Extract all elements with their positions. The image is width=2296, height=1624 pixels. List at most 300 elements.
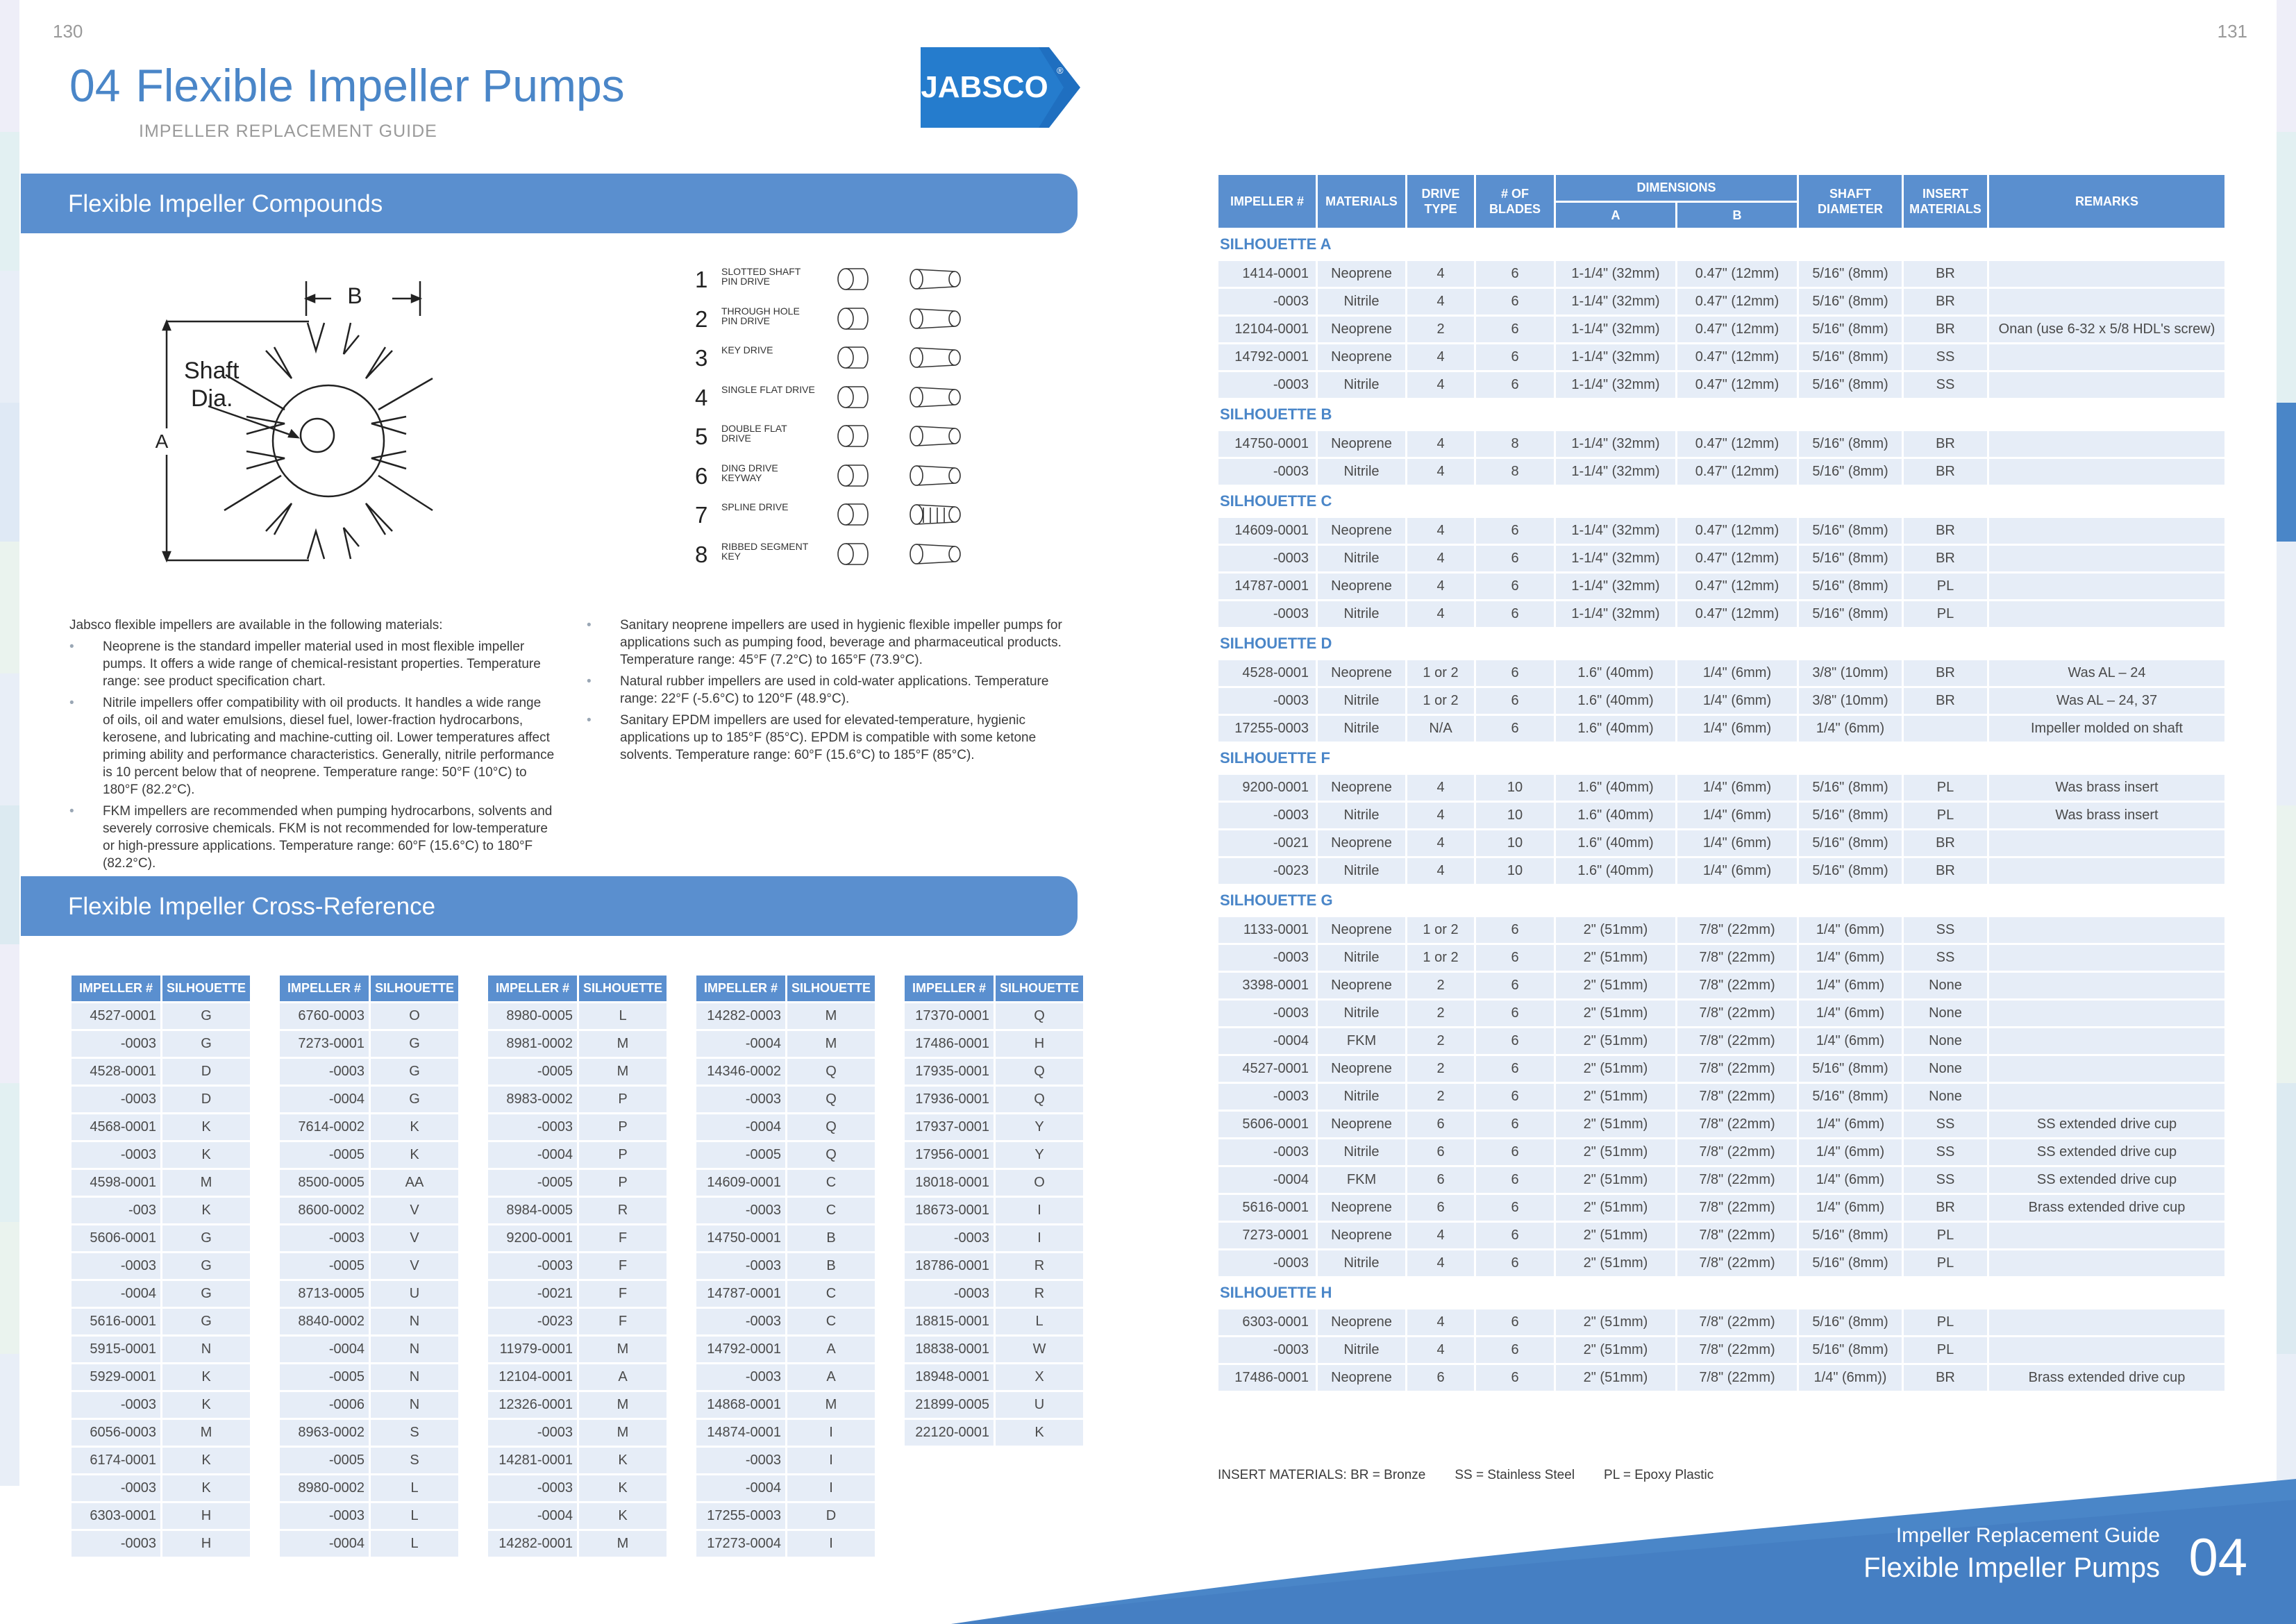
xref-impeller: 18838-0001 (905, 1337, 994, 1362)
cell-drive-type: 4 (1407, 1309, 1474, 1335)
xref-impeller: 8500-0005 (280, 1170, 369, 1196)
cell-dim-b: 7/8" (22mm) (1677, 1223, 1797, 1248)
cell-blades: 6 (1476, 1250, 1554, 1276)
cell-material: FKM (1318, 1167, 1405, 1193)
cell-remarks: Was brass insert (1989, 775, 2224, 801)
cell-insert-material: BR (1904, 546, 1987, 571)
xref-silhouette: F (579, 1225, 667, 1251)
cell-blades: 6 (1476, 660, 1554, 686)
cell-blades: 6 (1476, 518, 1554, 544)
xref-impeller: 14874-0001 (696, 1420, 785, 1446)
xref-silhouette: G (162, 1003, 250, 1029)
cell-shaft-diameter: 1/4" (6mm)) (1799, 1365, 1902, 1391)
page-number-left: 130 (53, 21, 83, 42)
cell-impeller: 14787-0001 (1218, 574, 1316, 599)
page-number-right: 131 (2217, 21, 2247, 42)
xref-silhouette: M (579, 1031, 667, 1057)
cell-dim-b: 0.47" (12mm) (1677, 601, 1797, 627)
xref-impeller: 14282-0001 (488, 1531, 577, 1557)
cell-material: Neoprene (1318, 574, 1405, 599)
xref-silhouette: G (371, 1031, 458, 1057)
cell-impeller: -0003 (1218, 945, 1316, 971)
cell-insert-material: SS (1904, 372, 1987, 398)
cell-blades: 6 (1476, 1139, 1554, 1165)
silhouette-group-label: SILHOUETTE G (1218, 886, 2224, 915)
xref-silhouette: K (579, 1475, 667, 1501)
xref-header-silhouette: SILHOUETTE (996, 976, 1083, 1001)
drive-number: 5 (695, 424, 708, 449)
header-materials: MATERIALS (1318, 175, 1405, 228)
cell-blades: 6 (1476, 917, 1554, 943)
cell-remarks: Brass extended drive cup (1989, 1195, 2224, 1221)
drive-number: 7 (695, 502, 708, 528)
xref-silhouette: M (579, 1337, 667, 1362)
cell-dim-a: 1-1/4" (32mm) (1556, 317, 1675, 342)
xref-impeller: -0004 (488, 1142, 577, 1168)
silhouette-group-label: SILHOUETTE D (1218, 629, 2224, 658)
cell-dim-a: 2" (51mm) (1556, 1112, 1675, 1137)
xref-silhouette: M (579, 1531, 667, 1557)
xref-impeller: 18948-0001 (905, 1364, 994, 1390)
cell-dim-a: 1-1/4" (32mm) (1556, 574, 1675, 599)
xref-silhouette: G (371, 1059, 458, 1085)
cell-material: FKM (1318, 1028, 1405, 1054)
cell-blades: 6 (1476, 1001, 1554, 1026)
xref-impeller: -0003 (905, 1225, 994, 1251)
cell-impeller: 17486-0001 (1218, 1365, 1316, 1391)
xref-impeller: 6303-0001 (72, 1503, 160, 1529)
xref-impeller: -0003 (696, 1253, 785, 1279)
material-bullet: • Sanitary EPDM impellers are used for elevated-temperature, hygienic applications up to 185°F (85°C). EPDM is compatible with some ketone solvents. Temperature range: 60°F (15.6°C) to 185°F (85°C). (587, 712, 1073, 764)
cell-insert-material: BR (1904, 858, 1987, 884)
xref-silhouette: G (162, 1253, 250, 1279)
cell-shaft-diameter: 5/16" (8mm) (1799, 459, 1902, 485)
xref-silhouette: C (787, 1281, 875, 1307)
cell-drive-type: 4 (1407, 858, 1474, 884)
dimension-a-label: A (155, 430, 169, 452)
cell-dim-b: 0.47" (12mm) (1677, 344, 1797, 370)
cell-material: Nitrile (1318, 546, 1405, 571)
xref-silhouette: M (579, 1059, 667, 1085)
cell-drive-type: 2 (1407, 317, 1474, 342)
xref-impeller: 21899-0005 (905, 1392, 994, 1418)
xref-silhouette: M (787, 1392, 875, 1418)
cell-drive-type: 6 (1407, 1139, 1474, 1165)
cell-impeller: 5616-0001 (1218, 1195, 1316, 1221)
xref-silhouette: Q (787, 1087, 875, 1112)
xref-impeller: 17273-0004 (696, 1531, 785, 1557)
drive-label: DING DRIVE KEYWAY (721, 462, 778, 483)
footer-guide-label: Impeller Replacement Guide (1895, 1524, 2160, 1547)
cell-dim-a: 2" (51mm) (1556, 917, 1675, 943)
xref-silhouette: K (162, 1448, 250, 1473)
cell-drive-type: 2 (1407, 1028, 1474, 1054)
cell-shaft-diameter: 1/4" (6mm) (1799, 1195, 1902, 1221)
material-bullet: • Neoprene is the standard impeller material used in most flexible impeller pumps. It offers a wide range of chemical-resistant properties. Temperature range: see product specification chart. (69, 638, 555, 690)
xref-silhouette: S (371, 1420, 458, 1446)
header-shaft: SHAFT DIAMETER (1799, 175, 1902, 228)
cell-dim-a: 1-1/4" (32mm) (1556, 546, 1675, 571)
xref-header-impeller: IMPELLER # (488, 976, 577, 1001)
cell-dim-b: 7/8" (22mm) (1677, 1001, 1797, 1026)
cell-drive-type: 2 (1407, 1084, 1474, 1110)
cell-dim-a: 2" (51mm) (1556, 1223, 1675, 1248)
cell-blades: 10 (1476, 858, 1554, 884)
cell-material: Nitrile (1318, 1250, 1405, 1276)
drive-label: SLOTTED SHAFT PIN DRIVE (721, 266, 801, 287)
xref-impeller: 5929-0001 (72, 1364, 160, 1390)
cell-material: Nitrile (1318, 688, 1405, 714)
xref-impeller: -0005 (488, 1059, 577, 1085)
cell-insert-material: SS (1904, 1139, 1987, 1165)
cell-impeller: -0003 (1218, 601, 1316, 627)
cell-shaft-diameter: 1/4" (6mm) (1799, 1028, 1902, 1054)
cell-drive-type: 4 (1407, 601, 1474, 627)
cell-drive-type: 4 (1407, 289, 1474, 315)
cell-dim-a: 1-1/4" (32mm) (1556, 289, 1675, 315)
xref-silhouette: C (787, 1198, 875, 1223)
xref-impeller: 12326-0001 (488, 1392, 577, 1418)
cell-material: Nitrile (1318, 372, 1405, 398)
drive-label: SPLINE DRIVE (721, 501, 789, 512)
xref-impeller: -0005 (280, 1448, 369, 1473)
cell-drive-type: 4 (1407, 830, 1474, 856)
cell-dim-a: 1-1/4" (32mm) (1556, 459, 1675, 485)
xref-silhouette: I (996, 1225, 1083, 1251)
cell-insert-material: BR (1904, 518, 1987, 544)
xref-impeller: -0003 (72, 1253, 160, 1279)
cell-insert-material: BR (1904, 830, 1987, 856)
cell-impeller: -0003 (1218, 1139, 1316, 1165)
drive-label: THROUGH HOLE PIN DRIVE (721, 305, 800, 326)
cell-insert-material: SS (1904, 1167, 1987, 1193)
xref-silhouette: O (996, 1170, 1083, 1196)
dimension-b-label: B (347, 283, 362, 308)
cell-dim-a: 1.6" (40mm) (1556, 858, 1675, 884)
cell-impeller: -0004 (1218, 1167, 1316, 1193)
xref-silhouette: L (371, 1503, 458, 1529)
cell-insert-material: BR (1904, 317, 1987, 342)
cell-impeller: 4527-0001 (1218, 1056, 1316, 1082)
xref-silhouette: N (371, 1337, 458, 1362)
xref-silhouette: D (162, 1059, 250, 1085)
xref-impeller: -0004 (696, 1475, 785, 1501)
xref-impeller: -0003 (72, 1142, 160, 1168)
xref-silhouette: A (787, 1364, 875, 1390)
xref-impeller: 8983-0002 (488, 1087, 577, 1112)
cell-drive-type: 4 (1407, 518, 1474, 544)
xref-impeller: 17255-0003 (696, 1503, 785, 1529)
material-bullet: • FKM impellers are recommended when pumping hydrocarbons, solvents and severely corrosive chemicals. FKM is not recommended for low-temperature or high-pressure applications. Temperature range: 60°F (15.6°C) to 180°F (82.2°C). (69, 803, 555, 872)
cell-dim-b: 7/8" (22mm) (1677, 917, 1797, 943)
cell-dim-b: 0.47" (12mm) (1677, 518, 1797, 544)
cell-material: Neoprene (1318, 518, 1405, 544)
xref-impeller: 18786-0001 (905, 1253, 994, 1279)
xref-impeller: 14281-0001 (488, 1448, 577, 1473)
cell-impeller: -0003 (1218, 546, 1316, 571)
cell-remarks: SS extended drive cup (1989, 1139, 2224, 1165)
cell-shaft-diameter: 5/16" (8mm) (1799, 1223, 1902, 1248)
xref-silhouette: Y (996, 1114, 1083, 1140)
cell-drive-type: 4 (1407, 1337, 1474, 1363)
cell-impeller: 1133-0001 (1218, 917, 1316, 943)
cell-insert-material: SS (1904, 1112, 1987, 1137)
cell-dim-b: 1/4" (6mm) (1677, 660, 1797, 686)
xref-impeller: -0003 (696, 1309, 785, 1334)
xref-impeller: -0003 (696, 1448, 785, 1473)
cell-drive-type: N/A (1407, 716, 1474, 742)
cell-impeller: 12104-0001 (1218, 317, 1316, 342)
cell-remarks: Impeller molded on shaft (1989, 716, 2224, 742)
cell-material: Neoprene (1318, 973, 1405, 998)
xref-silhouette: Q (787, 1114, 875, 1140)
cell-material: Neoprene (1318, 1365, 1405, 1391)
xref-silhouette: V (371, 1253, 458, 1279)
xref-silhouette: M (787, 1003, 875, 1029)
xref-impeller: -0004 (696, 1114, 785, 1140)
cell-dim-a: 1.6" (40mm) (1556, 660, 1675, 686)
cell-material: Nitrile (1318, 289, 1405, 315)
cell-material: Nitrile (1318, 945, 1405, 971)
cell-material: Neoprene (1318, 344, 1405, 370)
cell-insert-material: PL (1904, 1250, 1987, 1276)
cell-dim-b: 1/4" (6mm) (1677, 775, 1797, 801)
cell-dim-b: 7/8" (22mm) (1677, 945, 1797, 971)
xref-silhouette: D (162, 1087, 250, 1112)
cell-impeller: -0003 (1218, 803, 1316, 828)
cell-drive-type: 4 (1407, 1250, 1474, 1276)
xref-impeller: 8980-0005 (488, 1003, 577, 1029)
cell-impeller: -0021 (1218, 830, 1316, 856)
cell-shaft-diameter: 5/16" (8mm) (1799, 1337, 1902, 1363)
cell-blades: 6 (1476, 546, 1554, 571)
cell-dim-b: 0.47" (12mm) (1677, 431, 1797, 457)
xref-silhouette: Q (996, 1059, 1083, 1085)
compounds-heading: Flexible Impeller Compounds (68, 190, 383, 217)
xref-silhouette: K (162, 1475, 250, 1501)
cell-dim-a: 1-1/4" (32mm) (1556, 601, 1675, 627)
cell-dim-a: 2" (51mm) (1556, 1309, 1675, 1335)
cell-material: Neoprene (1318, 1195, 1405, 1221)
cell-shaft-diameter: 1/4" (6mm) (1799, 716, 1902, 742)
cell-material: Neoprene (1318, 830, 1405, 856)
xref-silhouette: R (996, 1253, 1083, 1279)
xref-silhouette: P (579, 1087, 667, 1112)
cell-drive-type: 6 (1407, 1167, 1474, 1193)
xref-silhouette: K (371, 1114, 458, 1140)
cell-shaft-diameter: 5/16" (8mm) (1799, 518, 1902, 544)
cell-insert-material: BR (1904, 459, 1987, 485)
xref-impeller: -0003 (72, 1475, 160, 1501)
xref-impeller: -0003 (488, 1253, 577, 1279)
cell-insert-material: BR (1904, 289, 1987, 315)
cell-blades: 6 (1476, 1112, 1554, 1137)
xref-silhouette: Y (996, 1142, 1083, 1168)
cell-dim-b: 1/4" (6mm) (1677, 830, 1797, 856)
cell-insert-material: None (1904, 1001, 1987, 1026)
xref-impeller: 22120-0001 (905, 1420, 994, 1446)
xref-silhouette: C (787, 1170, 875, 1196)
xref-silhouette: M (787, 1031, 875, 1057)
xref-silhouette: H (996, 1031, 1083, 1057)
cell-insert-material: None (1904, 1056, 1987, 1082)
xref-impeller: 17936-0001 (905, 1087, 994, 1112)
xref-impeller: 14282-0003 (696, 1003, 785, 1029)
cell-insert-material: None (1904, 1084, 1987, 1110)
cell-remarks: Brass extended drive cup (1989, 1365, 2224, 1391)
shaft-label-line1: Shaft (184, 358, 240, 384)
xref-silhouette: I (996, 1198, 1083, 1223)
xref-silhouette: K (579, 1448, 667, 1473)
xref-silhouette: Q (996, 1003, 1083, 1029)
xref-impeller: 8600-0002 (280, 1198, 369, 1223)
xref-impeller: 14750-0001 (696, 1225, 785, 1251)
cell-blades: 6 (1476, 344, 1554, 370)
header-impeller: IMPELLER # (1218, 175, 1316, 228)
xref-silhouette: I (787, 1531, 875, 1557)
cell-blades: 6 (1476, 317, 1554, 342)
xref-impeller: 4598-0001 (72, 1170, 160, 1196)
cell-material: Neoprene (1318, 261, 1405, 287)
header-remarks: REMARKS (1989, 175, 2224, 228)
cell-blades: 10 (1476, 775, 1554, 801)
cell-blades: 6 (1476, 601, 1554, 627)
xref-silhouette: N (371, 1364, 458, 1390)
xref-impeller: -0003 (72, 1392, 160, 1418)
cell-dim-a: 2" (51mm) (1556, 1167, 1675, 1193)
cell-shaft-diameter: 5/16" (8mm) (1799, 1056, 1902, 1082)
page-subtitle: IMPELLER REPLACEMENT GUIDE (139, 122, 437, 141)
xref-impeller: -0003 (72, 1531, 160, 1557)
cell-dim-a: 2" (51mm) (1556, 1195, 1675, 1221)
cell-blades: 6 (1476, 1167, 1554, 1193)
cell-dim-a: 2" (51mm) (1556, 1001, 1675, 1026)
xref-silhouette: K (579, 1503, 667, 1529)
cell-blades: 6 (1476, 261, 1554, 287)
xref-silhouette: N (371, 1392, 458, 1418)
xref-impeller: 9200-0001 (488, 1225, 577, 1251)
cell-material: Neoprene (1318, 431, 1405, 457)
cell-blades: 8 (1476, 431, 1554, 457)
cell-impeller: -0023 (1218, 858, 1316, 884)
cell-insert-material: BR (1904, 261, 1987, 287)
header-insert: INSERT MATERIALS (1904, 175, 1987, 228)
xref-silhouette: K (371, 1142, 458, 1168)
xref-impeller: 6056-0003 (72, 1420, 160, 1446)
cell-impeller: 6303-0001 (1218, 1309, 1316, 1335)
xref-header-impeller: IMPELLER # (696, 976, 785, 1001)
cell-impeller: 14750-0001 (1218, 431, 1316, 457)
cell-drive-type: 4 (1407, 459, 1474, 485)
xref-header-impeller: IMPELLER # (280, 976, 369, 1001)
cell-dim-a: 1.6" (40mm) (1556, 803, 1675, 828)
cell-impeller: 14609-0001 (1218, 518, 1316, 544)
cell-dim-b: 7/8" (22mm) (1677, 1309, 1797, 1335)
cell-impeller: 3398-0001 (1218, 973, 1316, 998)
cell-drive-type: 6 (1407, 1112, 1474, 1137)
cell-material: Neoprene (1318, 917, 1405, 943)
material-bullet: • Natural rubber impellers are used in cold-water applications. Temperature range: 22°F (-5.6°C) to 120°F (48.9°C). (587, 673, 1073, 708)
cell-blades: 6 (1476, 973, 1554, 998)
cell-dim-b: 7/8" (22mm) (1677, 1084, 1797, 1110)
xref-silhouette: U (996, 1392, 1083, 1418)
xref-silhouette: O (371, 1003, 458, 1029)
cell-shaft-diameter: 5/16" (8mm) (1799, 431, 1902, 457)
cell-dim-b: 7/8" (22mm) (1677, 1167, 1797, 1193)
xref-silhouette: I (787, 1448, 875, 1473)
xref-silhouette: B (787, 1253, 875, 1279)
cell-material: Nitrile (1318, 1337, 1405, 1363)
xref-impeller: -0003 (905, 1281, 994, 1307)
xref-silhouette: U (371, 1281, 458, 1307)
cell-drive-type: 4 (1407, 431, 1474, 457)
xref-impeller: 18673-0001 (905, 1198, 994, 1223)
cell-dim-b: 7/8" (22mm) (1677, 1112, 1797, 1137)
cell-shaft-diameter: 5/16" (8mm) (1799, 1250, 1902, 1276)
drive-number: 4 (695, 384, 708, 410)
cell-impeller: 17255-0003 (1218, 716, 1316, 742)
cell-material: Neoprene (1318, 1056, 1405, 1082)
cell-dim-b: 0.47" (12mm) (1677, 289, 1797, 315)
cell-dim-a: 1-1/4" (32mm) (1556, 431, 1675, 457)
cell-dim-a: 1.6" (40mm) (1556, 775, 1675, 801)
drive-number: 1 (695, 267, 708, 292)
cell-shaft-diameter: 5/16" (8mm) (1799, 1084, 1902, 1110)
xref-silhouette: I (787, 1420, 875, 1446)
cell-insert-material: BR (1904, 431, 1987, 457)
xref-silhouette: M (579, 1420, 667, 1446)
cell-shaft-diameter: 5/16" (8mm) (1799, 317, 1902, 342)
cell-impeller: -0003 (1218, 289, 1316, 315)
xref-silhouette: N (162, 1337, 250, 1362)
xref-impeller: -0003 (280, 1503, 369, 1529)
cell-material: Neoprene (1318, 775, 1405, 801)
cell-dim-a: 2" (51mm) (1556, 973, 1675, 998)
cell-insert-material: BR (1904, 1365, 1987, 1391)
xref-impeller: -0004 (280, 1087, 369, 1112)
xref-silhouette: K (162, 1142, 250, 1168)
cell-shaft-diameter: 5/16" (8mm) (1799, 261, 1902, 287)
xref-impeller: 12104-0001 (488, 1364, 577, 1390)
cell-dim-a: 1-1/4" (32mm) (1556, 261, 1675, 287)
xref-impeller: 7614-0002 (280, 1114, 369, 1140)
cell-dim-a: 2" (51mm) (1556, 945, 1675, 971)
xref-silhouette: AA (371, 1170, 458, 1196)
cell-material: Neoprene (1318, 1309, 1405, 1335)
xref-silhouette: K (162, 1114, 250, 1140)
xref-impeller: 5606-0001 (72, 1225, 160, 1251)
cell-insert-material: BR (1904, 660, 1987, 686)
cell-remarks: Was brass insert (1989, 803, 2224, 828)
cell-blades: 6 (1476, 372, 1554, 398)
xref-silhouette: P (579, 1170, 667, 1196)
cell-dim-b: 7/8" (22mm) (1677, 1250, 1797, 1276)
xref-silhouette: W (996, 1337, 1083, 1362)
cell-dim-b: 7/8" (22mm) (1677, 1337, 1797, 1363)
cell-shaft-diameter: 1/4" (6mm) (1799, 1001, 1902, 1026)
silhouette-group-label: SILHOUETTE B (1218, 400, 2224, 429)
xref-silhouette: H (162, 1503, 250, 1529)
cell-insert-material: PL (1904, 1223, 1987, 1248)
cell-shaft-diameter: 1/4" (6mm) (1799, 917, 1902, 943)
cell-shaft-diameter: 5/16" (8mm) (1799, 574, 1902, 599)
xref-impeller: -0003 (488, 1475, 577, 1501)
cell-shaft-diameter: 1/4" (6mm) (1799, 1139, 1902, 1165)
cell-material: Nitrile (1318, 1001, 1405, 1026)
drive-label: RIBBED SEGMENT KEY (721, 540, 808, 562)
header-dimensions: DIMENSIONS (1556, 175, 1797, 201)
xref-impeller: -0005 (280, 1364, 369, 1390)
